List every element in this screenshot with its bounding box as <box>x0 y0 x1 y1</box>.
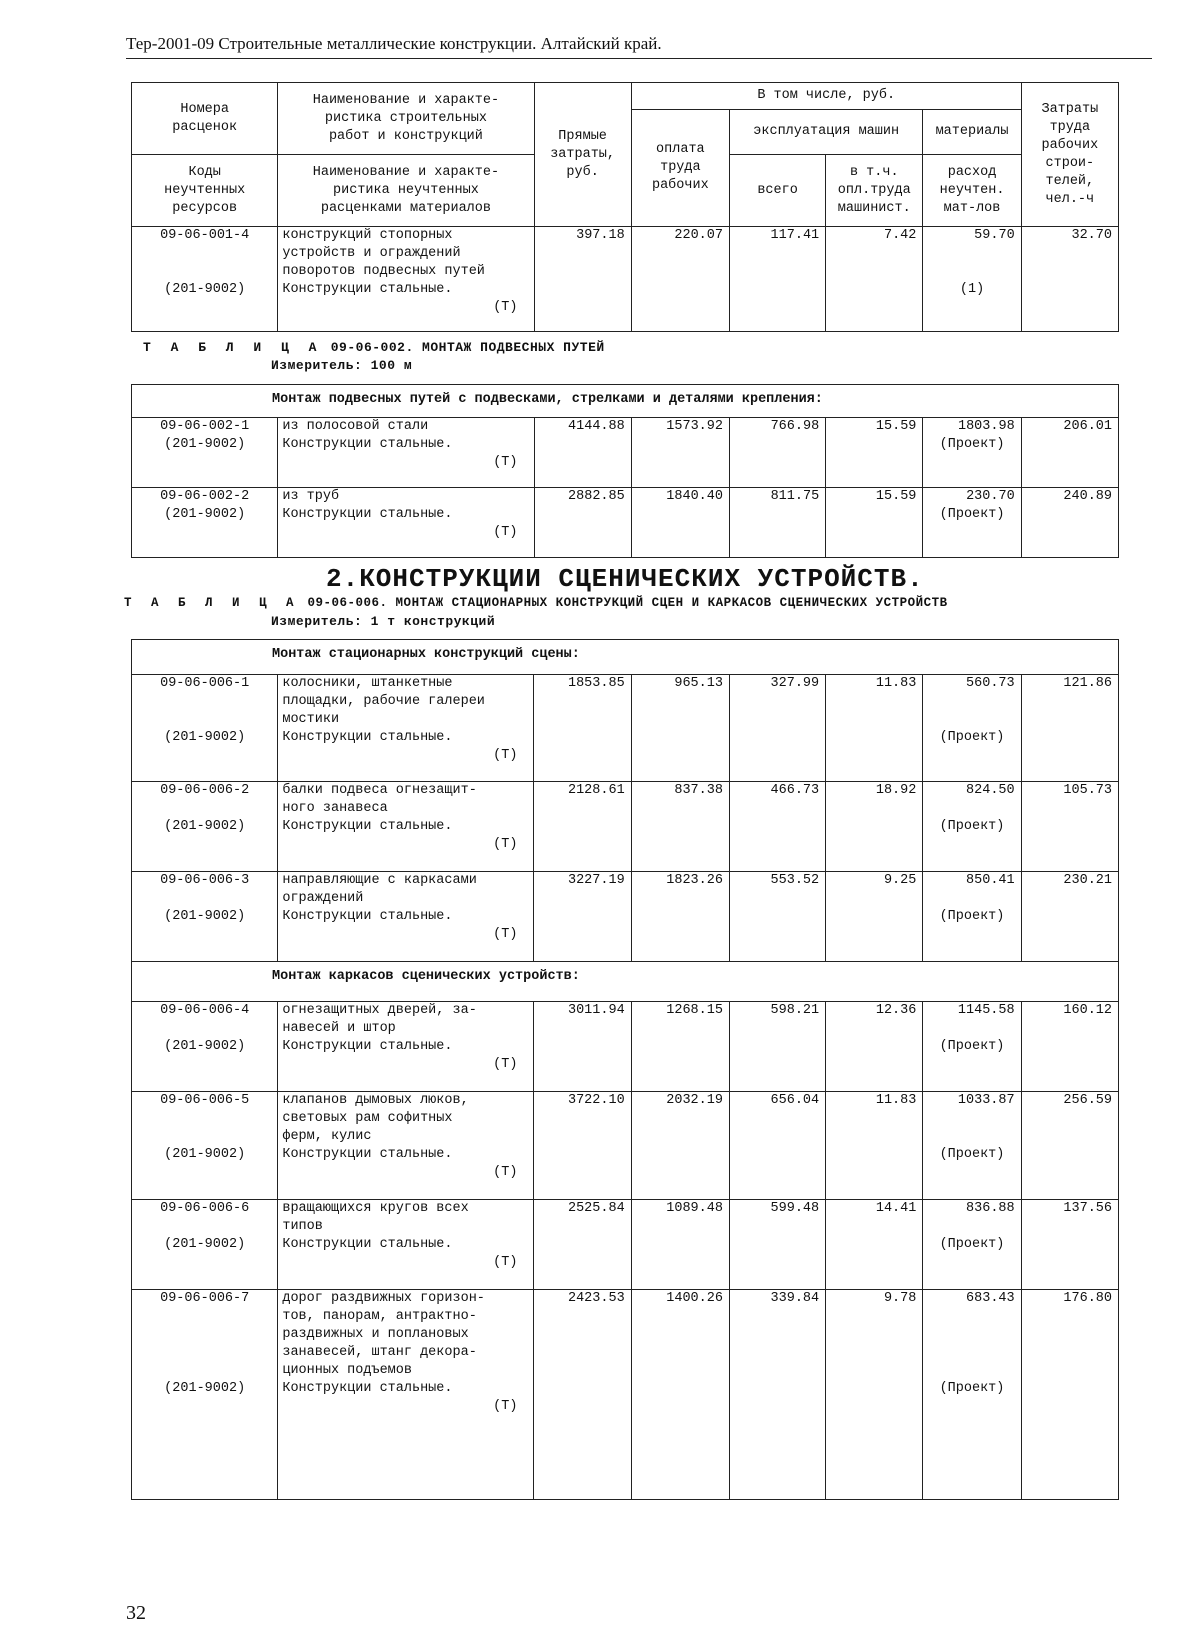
rate-code: 09-06-001-4 <box>160 228 250 243</box>
value-mach-incl: 12.36 <box>826 1002 923 1092</box>
table-row <box>132 1002 1119 1092</box>
table-row <box>132 1290 1119 1500</box>
resource-code: (201-9002) <box>164 730 246 745</box>
value-direct: 2525.84 <box>534 1200 631 1290</box>
value-materials: 1033.87 <box>957 1093 1015 1108</box>
value-mach-incl: 9.78 <box>826 1290 923 1500</box>
value-mach-incl: 14.41 <box>826 1200 923 1290</box>
rate-code-cell <box>132 488 278 558</box>
value-labor: 240.89 <box>1021 488 1118 558</box>
value-mach-incl: 15.59 <box>826 488 923 558</box>
resource-code: (201-9002) <box>164 282 246 297</box>
value-mach: 327.99 <box>729 675 825 782</box>
value-mach: 656.04 <box>729 1092 825 1200</box>
rate-code-cell <box>132 782 278 872</box>
value-materials: 1803.98 <box>957 419 1015 434</box>
header-resource-codes: Коды неучтенных ресурсов <box>132 155 278 227</box>
value-direct: 2882.85 <box>534 488 631 558</box>
rate-code-cell <box>132 872 278 962</box>
section-title: Монтаж подвесных путей с подвесками, стрелками и деталями крепления: <box>132 385 1119 418</box>
value-materials-cell <box>923 1290 1021 1500</box>
value-mach: 811.75 <box>730 488 826 558</box>
work-name-cell <box>278 1200 534 1290</box>
work-name-line: занавесей, штанг декора- <box>282 1345 477 1360</box>
table-09-06-006-caption: Т А Б Л И Ц А 09-06-006. МОНТАЖ СТАЦИОНАРНЫХ КОНСТРУКЦИЙ СЦЕН И КАРКАСОВ СЦЕНИЧЕСКИХ УСТРОЙСТВ <box>124 596 948 610</box>
header-rule <box>126 58 1152 59</box>
resource-code: (201-9002) <box>164 819 246 834</box>
resource-name: Конструкции стальные. <box>282 909 453 924</box>
resource-unit: (Т) <box>493 1255 518 1270</box>
resource-name: Конструкции стальные. <box>282 730 453 745</box>
value-mach: 466.73 <box>729 782 825 872</box>
value-materials: 836.88 <box>966 1201 1015 1216</box>
resource-unit: (Т) <box>493 300 518 315</box>
work-name-cell <box>278 1290 534 1500</box>
work-name-cell <box>278 1002 534 1092</box>
value-mach-incl: 15.59 <box>826 418 923 488</box>
value-materials: 850.41 <box>966 873 1015 888</box>
rate-code-cell <box>132 1290 278 1500</box>
value-labor: 176.80 <box>1021 1290 1118 1500</box>
table-row <box>132 872 1119 962</box>
running-head: Тер-2001-09 Строительные металлические конструкции. Алтайский край. <box>126 34 662 53</box>
resource-code: (201-9002) <box>164 507 246 522</box>
table-09-06-006 <box>131 639 1119 1500</box>
value-direct: 4144.88 <box>534 418 631 488</box>
table-row <box>132 418 1119 488</box>
value-wages: 1089.48 <box>631 1200 729 1290</box>
work-name-line: дорог раздвижных горизон- <box>282 1291 485 1306</box>
value-wages: 1823.26 <box>631 872 729 962</box>
resource-name: Конструкции стальные. <box>282 819 453 834</box>
value-materials-cell <box>923 1200 1021 1290</box>
work-name-cell <box>278 488 534 558</box>
rate-code: 09-06-006-5 <box>160 1093 250 1108</box>
work-name-line: конструкций стопорных <box>282 228 453 243</box>
value-materials: 230.70 <box>966 489 1015 504</box>
resource-unit: (Т) <box>493 1165 518 1180</box>
table-row <box>132 227 1119 332</box>
value-mach: 553.52 <box>729 872 825 962</box>
table-row <box>132 675 1119 782</box>
value-direct: 3011.94 <box>534 1002 631 1092</box>
table-09-06-006-measure: Измеритель: 1 т конструкций <box>271 614 496 629</box>
value-labor: 206.01 <box>1021 418 1118 488</box>
work-name-line: огнезащитных дверей, за- <box>282 1003 477 1018</box>
value-direct: 397.18 <box>534 227 631 332</box>
value-materials-cell <box>923 675 1021 782</box>
resource-unit: (Т) <box>493 927 518 942</box>
rate-code-cell <box>132 1002 278 1092</box>
value-wages: 965.13 <box>631 675 729 782</box>
materials-note: (Проект) <box>939 1039 1005 1054</box>
header-materials: материалы <box>923 110 1021 155</box>
value-wages: 220.07 <box>631 227 729 332</box>
header-resource-names: Наименование и характе- ристика неучтенных расценками материалов <box>278 155 534 227</box>
value-mach-incl: 11.83 <box>826 1092 923 1200</box>
value-direct: 1853.85 <box>534 675 631 782</box>
value-labor: 105.73 <box>1021 782 1118 872</box>
value-materials: 1145.58 <box>957 1003 1015 1018</box>
resource-unit: (Т) <box>493 455 518 470</box>
value-wages: 1400.26 <box>631 1290 729 1500</box>
value-materials-cell <box>923 488 1021 558</box>
resource-code: (201-9002) <box>164 909 246 924</box>
value-materials: 560.73 <box>966 676 1015 691</box>
value-mach: 598.21 <box>729 1002 825 1092</box>
work-name-line: вращающихся кругов всех <box>282 1201 469 1216</box>
value-wages: 1840.40 <box>631 488 729 558</box>
value-wages: 1268.15 <box>631 1002 729 1092</box>
value-materials-cell <box>923 227 1021 332</box>
value-labor: 230.21 <box>1021 872 1118 962</box>
resource-unit: (Т) <box>493 748 518 763</box>
work-name-line: тов, панорам, антрактно- <box>282 1309 477 1324</box>
work-name-line: ционных подъемов <box>282 1363 412 1378</box>
resource-code: (201-9002) <box>164 1381 246 1396</box>
value-materials-cell <box>923 1002 1021 1092</box>
rates-table-header <box>131 82 1119 332</box>
table-09-06-002-caption: Т А Б Л И Ц А 09-06-002. МОНТАЖ ПОДВЕСНЫХ ПУТЕЙ <box>143 340 605 355</box>
resource-code: (201-9002) <box>164 1147 246 1162</box>
resource-name: Конструкции стальные. <box>282 1381 453 1396</box>
table-row <box>132 488 1119 558</box>
resource-name: Конструкции стальные. <box>282 282 453 297</box>
header-including: В том числе, руб. <box>631 83 1021 110</box>
section-title: Монтаж стационарных конструкций сцены: <box>132 640 1119 675</box>
materials-note: (Проект) <box>939 437 1005 452</box>
work-name-line: раздвижных и поплановых <box>282 1327 469 1342</box>
value-labor: 137.56 <box>1021 1200 1118 1290</box>
work-name-line: ного занавеса <box>282 801 388 816</box>
value-mach-incl: 18.92 <box>826 782 923 872</box>
header-direct-costs: Прямые затраты, руб. <box>534 83 631 227</box>
table-row <box>132 1200 1119 1290</box>
work-name-line: из труб <box>282 489 340 504</box>
section-title: Монтаж каркасов сценических устройств: <box>132 962 1119 1002</box>
value-direct: 2128.61 <box>534 782 631 872</box>
table-09-06-002-measure: Измеритель: 100 м <box>271 358 413 373</box>
work-name-cell <box>278 675 534 782</box>
rate-code-cell <box>132 418 278 488</box>
resource-name: Конструкции стальные. <box>282 507 453 522</box>
materials-note: (Проект) <box>939 1147 1005 1162</box>
header-labor: Затраты труда рабочих строи- телей, чел.-ч <box>1021 83 1118 227</box>
rate-code: 09-06-006-3 <box>160 873 250 888</box>
resource-name: Конструкции стальные. <box>282 437 453 452</box>
header-work-name: Наименование и характе- ристика строительных работ и конструкций <box>278 83 534 155</box>
value-mach-incl: 9.25 <box>826 872 923 962</box>
value-materials: 59.70 <box>974 228 1015 243</box>
materials-note: (Проект) <box>939 819 1005 834</box>
resource-name: Конструкции стальные. <box>282 1147 453 1162</box>
rate-code-cell <box>132 1200 278 1290</box>
work-name-line: типов <box>282 1219 323 1234</box>
header-machines-total: всего <box>729 155 825 227</box>
resource-unit: (Т) <box>493 837 518 852</box>
work-name-line: клапанов дымовых люков, <box>282 1093 469 1108</box>
work-name-line: балки подвеса огнезащит- <box>282 783 477 798</box>
work-name-line: из полосовой стали <box>282 419 429 434</box>
work-name-cell <box>278 227 534 332</box>
work-name-line: поворотов подвесных путей <box>282 264 485 279</box>
rate-code-cell <box>132 1092 278 1200</box>
rate-code-cell <box>132 227 278 332</box>
table-09-06-002 <box>131 384 1119 558</box>
value-materials: 683.43 <box>966 1291 1015 1306</box>
resource-code: (201-9002) <box>164 1237 246 1252</box>
materials-note: (Проект) <box>939 730 1005 745</box>
rate-code: 09-06-002-2 <box>160 489 250 504</box>
materials-note: (Проект) <box>939 1381 1005 1396</box>
work-name-cell <box>278 418 534 488</box>
rate-code: 09-06-006-7 <box>160 1291 250 1306</box>
work-name-line: колосники, штанкетные <box>282 676 453 691</box>
value-wages: 837.38 <box>631 782 729 872</box>
materials-note: (Проект) <box>939 909 1005 924</box>
materials-note: (Проект) <box>939 507 1005 522</box>
work-name-cell <box>278 1092 534 1200</box>
resource-unit: (Т) <box>493 525 518 540</box>
work-name-line: ферм, кулис <box>282 1129 372 1144</box>
work-name-line: мостики <box>282 712 340 727</box>
materials-note: (Проект) <box>939 1237 1005 1252</box>
resource-unit: (Т) <box>493 1057 518 1072</box>
resource-name: Конструкции стальные. <box>282 1237 453 1252</box>
value-materials: 824.50 <box>966 783 1015 798</box>
work-name-line: световых рам софитных <box>282 1111 453 1126</box>
work-name-line: площадки, рабочие галереи <box>282 694 485 709</box>
header-materials-sub: расход неучтен. мат-лов <box>923 155 1021 227</box>
work-name-line: ограждений <box>282 891 364 906</box>
work-name-cell <box>278 782 534 872</box>
value-wages: 2032.19 <box>631 1092 729 1200</box>
rate-code: 09-06-006-1 <box>160 676 250 691</box>
value-materials-cell <box>923 1092 1021 1200</box>
work-name-cell <box>278 872 534 962</box>
value-direct: 3722.10 <box>534 1092 631 1200</box>
materials-note: (1) <box>959 282 985 297</box>
value-labor: 121.86 <box>1021 675 1118 782</box>
value-direct: 2423.53 <box>534 1290 631 1500</box>
header-machines: эксплуатация машин <box>729 110 922 155</box>
resource-code: (201-9002) <box>164 1039 246 1054</box>
chapter-title: 2.КОНСТРУКЦИИ СЦЕНИЧЕСКИХ УСТРОЙСТВ. <box>326 564 924 594</box>
value-materials-cell <box>923 782 1021 872</box>
rate-code: 09-06-006-2 <box>160 783 250 798</box>
work-name-line: устройств и ограждений <box>282 246 461 261</box>
work-name-line: навесей и штор <box>282 1021 396 1036</box>
value-mach: 766.98 <box>730 418 826 488</box>
header-rate-numbers: Номера расценок <box>132 83 278 155</box>
page-number: 32 <box>126 1602 146 1624</box>
header-machines-incl: в т.ч. опл.труда машинист. <box>826 155 923 227</box>
header-wages: оплата труда рабочих <box>631 110 729 227</box>
value-materials-cell <box>923 872 1021 962</box>
value-mach-incl: 7.42 <box>826 227 923 332</box>
value-direct: 3227.19 <box>534 872 631 962</box>
value-mach: 117.41 <box>729 227 825 332</box>
rate-code: 09-06-006-6 <box>160 1201 250 1216</box>
value-labor: 160.12 <box>1021 1002 1118 1092</box>
value-mach: 339.84 <box>729 1290 825 1500</box>
table-row <box>132 1092 1119 1200</box>
value-mach-incl: 11.83 <box>826 675 923 782</box>
value-materials-cell <box>923 418 1021 488</box>
value-mach: 599.48 <box>729 1200 825 1290</box>
rate-code-cell <box>132 675 278 782</box>
value-wages: 1573.92 <box>631 418 729 488</box>
rate-code: 09-06-002-1 <box>160 419 250 434</box>
value-labor: 32.70 <box>1021 227 1118 332</box>
resource-unit: (Т) <box>493 1399 518 1414</box>
work-name-line: направляющие с каркасами <box>282 873 477 888</box>
table-row <box>132 782 1119 872</box>
rate-code: 09-06-006-4 <box>160 1003 250 1018</box>
value-labor: 256.59 <box>1021 1092 1118 1200</box>
resource-name: Конструкции стальные. <box>282 1039 453 1054</box>
resource-code: (201-9002) <box>164 437 246 452</box>
